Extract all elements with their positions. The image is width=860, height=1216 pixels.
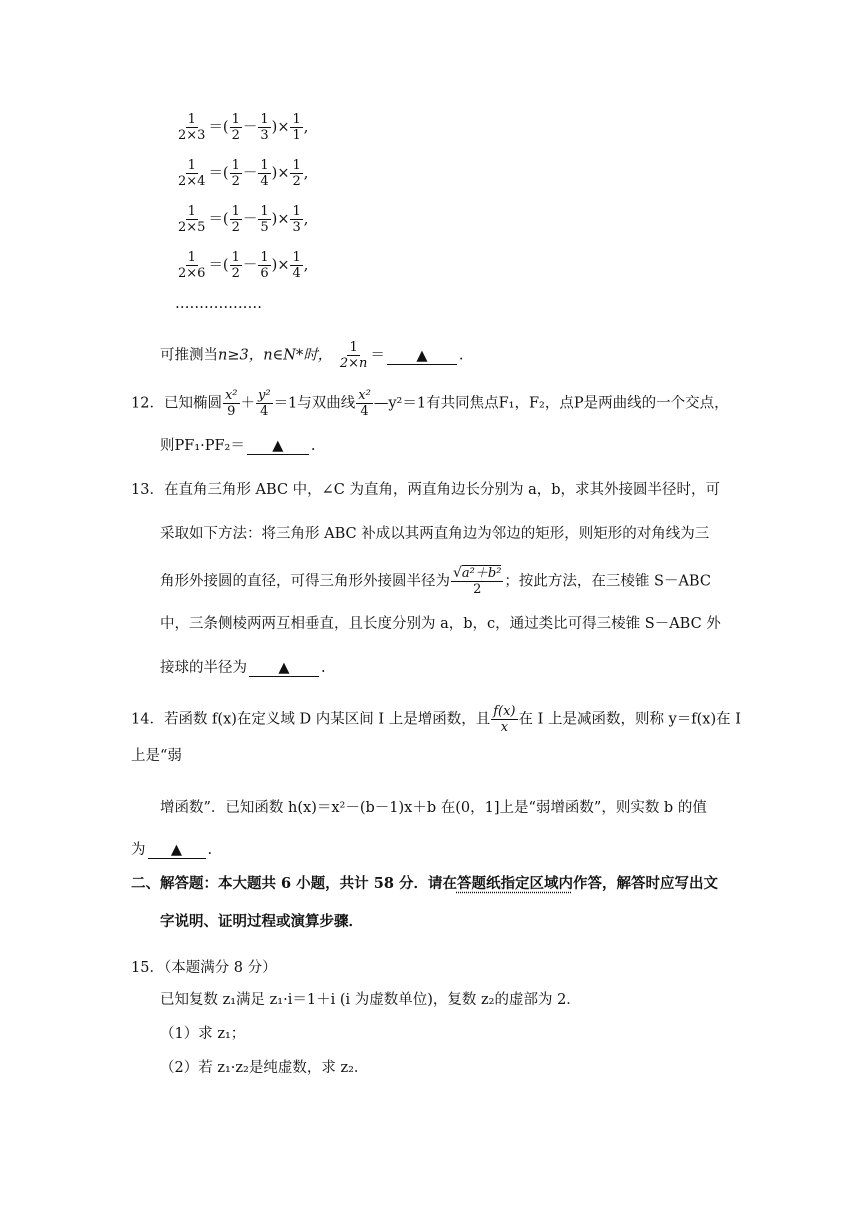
q14-line3: 增函数”．已知函数 h(x)＝x²－(b－1)x＋b 在(0，1]上是“弱增函数”，则实数 b 的值 — [160, 800, 707, 816]
section2-text-c: 作答，解答时应写出文 — [572, 875, 718, 892]
q14-line4-text: 为 — [131, 842, 146, 858]
section2-text-a: 二、解答题：本大题共 6 小题，共计 58 分．请在 — [131, 875, 457, 892]
q12-line1: 12．已知椭圆 $\frac{\text{x²}}{9}$ ＋ $\frac{\text{y²}}{4}$ ＝1与双曲线 $\frac{\text{x²}}{4}$ —y²＝1有共同焦点F₁，F₂，点P是两曲线的一个交点， — [131, 388, 729, 419]
section2-emphasis: 答题纸指定区域内 — [456, 875, 573, 892]
fraction: $\frac{1}{3}$ — [260, 112, 269, 143]
equation-row: $\frac{1}{2\times 3}$ ＝( $\frac{1}{2}$ － $\frac{1}{3}$ )× $\frac{1}{1}$ , — [178, 112, 309, 143]
q13-number: 13． — [131, 482, 164, 498]
q13-line2: 采取如下方法：将三角形 ABC 补成以其两直角边为邻边的矩形，则矩形的对角线为三 — [160, 526, 710, 542]
fraction: $\frac{1}{2}$ — [231, 204, 240, 235]
q14-line1a: 若函数 f(x)在定义域 D 内某区间 I 上是增函数，且 — [163, 711, 491, 728]
fraction: $\frac{1}{1}$ — [292, 112, 301, 143]
fraction: $\frac{1}{2}$ — [231, 250, 240, 281]
q15-part2: （2）若 z₁·z₂是纯虚数，求 z₂． — [160, 1060, 369, 1076]
q13-line5-text: 接球的半径为 — [160, 660, 247, 676]
q14-line4: 为 ▲ . — [131, 842, 213, 858]
q14-line1 — [131, 704, 741, 735]
q12-text1: 已知椭圆 — [163, 395, 222, 412]
q15-stem: 已知复数 z₁满足 z₁·i＝1＋i (i 为虚数单位)，复数 z₂的虚部为 2． — [160, 992, 581, 1008]
q13-line3a: 角形外接圆的直径，可得三角形外接圆半径为 — [160, 573, 450, 590]
q15-part1: （1）求 z₁； — [160, 1026, 246, 1042]
q11-answer-blank[interactable]: ▲ — [387, 348, 457, 365]
fraction: $\frac{1}{4}$ — [292, 250, 301, 281]
q13-line1 — [131, 480, 720, 500]
q12-frac-x2-9: $\frac{\text{x²}}{9}$ — [224, 388, 238, 419]
q12-text3: —y²＝1有共同焦点F₁，F₂，点P是两曲线的一个交点， — [373, 395, 729, 412]
q11-text: 可推测当 — [160, 347, 218, 364]
q13-line3 — [160, 566, 711, 597]
q11-conclusion: 可推测当n≥3，n∈N*时， $\frac{1}{2\times n}$ ＝ ▲ . — [160, 340, 464, 371]
q12-text2: ＝1与双曲线 — [273, 395, 356, 412]
q12-frac-y2-4: $\frac{\text{y²}}{4}$ — [258, 388, 271, 419]
q14-line1b: 在 I 上是减函数，则称 y＝f(x)在 I — [518, 711, 741, 728]
q13-radius-fraction: $\frac{\text{√a²＋b²}}{2}$ — [453, 565, 502, 597]
q11-fraction: $\frac{1}{2\times n}$ — [339, 340, 368, 371]
q12-frac-x2-4: $\frac{\text{x²}}{4}$ — [358, 388, 371, 419]
fraction: $\frac{1}{2}$ — [292, 158, 301, 189]
equation-row: $\frac{1}{2\times 5}$ ＝( $\frac{1}{2}$ － $\frac{1}{5}$ )× $\frac{1}{3}$ , — [178, 204, 309, 235]
q13-answer-blank[interactable]: ▲ — [249, 660, 319, 677]
fraction: $\frac{1}{2}$ — [231, 112, 240, 143]
fraction: $\frac{1}{2\times 5}$ — [178, 204, 206, 235]
fraction: $\frac{1}{4}$ — [260, 158, 269, 189]
q12-line2: 则PF₁·PF₂＝ ▲ . — [160, 438, 316, 454]
q13-line5: 接球的半径为 ▲ . — [160, 660, 326, 676]
ellipsis: ……………… — [175, 296, 262, 312]
q12-number: 12． — [131, 395, 164, 412]
q13-line4: 中，三条侧棱两两互相垂直，且长度分别为 a，b，c，通过类比可得三棱锥 S－ABC 外 — [160, 616, 721, 632]
fraction: $\frac{1}{2\times 3}$ — [178, 112, 206, 143]
equation-row: $\frac{1}{2\times 6}$ ＝( $\frac{1}{2}$ － $\frac{1}{6}$ )× $\frac{1}{4}$ , — [178, 250, 309, 281]
fraction: $\frac{1}{2\times 6}$ — [178, 250, 206, 281]
q12-answer-blank[interactable]: ▲ — [247, 438, 309, 455]
section2-heading-line2: 字说明、证明过程或演算步骤． — [160, 913, 363, 930]
q14-number: 14． — [131, 711, 164, 728]
q15-number: 15． — [131, 960, 164, 976]
fraction: $\frac{1}{5}$ — [260, 204, 269, 235]
fraction: $\frac{1}{2\times 4}$ — [178, 158, 206, 189]
equation-row: $\frac{1}{2\times 4}$ ＝( $\frac{1}{2}$ － $\frac{1}{4}$ )× $\frac{1}{2}$ , — [178, 158, 309, 189]
q11-condition: n≥3，n∈N*时， — [218, 347, 333, 364]
q14-answer-blank[interactable]: ▲ — [148, 842, 206, 859]
q12-text4: 则PF₁·PF₂＝ — [160, 438, 245, 454]
fraction: $\frac{1}{6}$ — [260, 250, 269, 281]
q15-header-text: （本题满分 8 分） — [163, 960, 277, 976]
q14-line2: 上是“弱 — [131, 748, 182, 764]
q13-line3b: ；按此方法，在三棱锥 S－ABC — [504, 573, 711, 590]
section2-heading-line1 — [131, 874, 718, 894]
q14-fx-over-x: $\frac{f(x)}{x}$ — [493, 704, 516, 735]
q13-line1-text: 在直角三角形 ABC 中，∠C 为直角，两直角边长分别为 a，b，求其外接圆半径时，可 — [163, 482, 721, 498]
fraction: $\frac{1}{2}$ — [231, 158, 240, 189]
fraction: $\frac{1}{3}$ — [292, 204, 301, 235]
q15-header — [131, 958, 277, 978]
